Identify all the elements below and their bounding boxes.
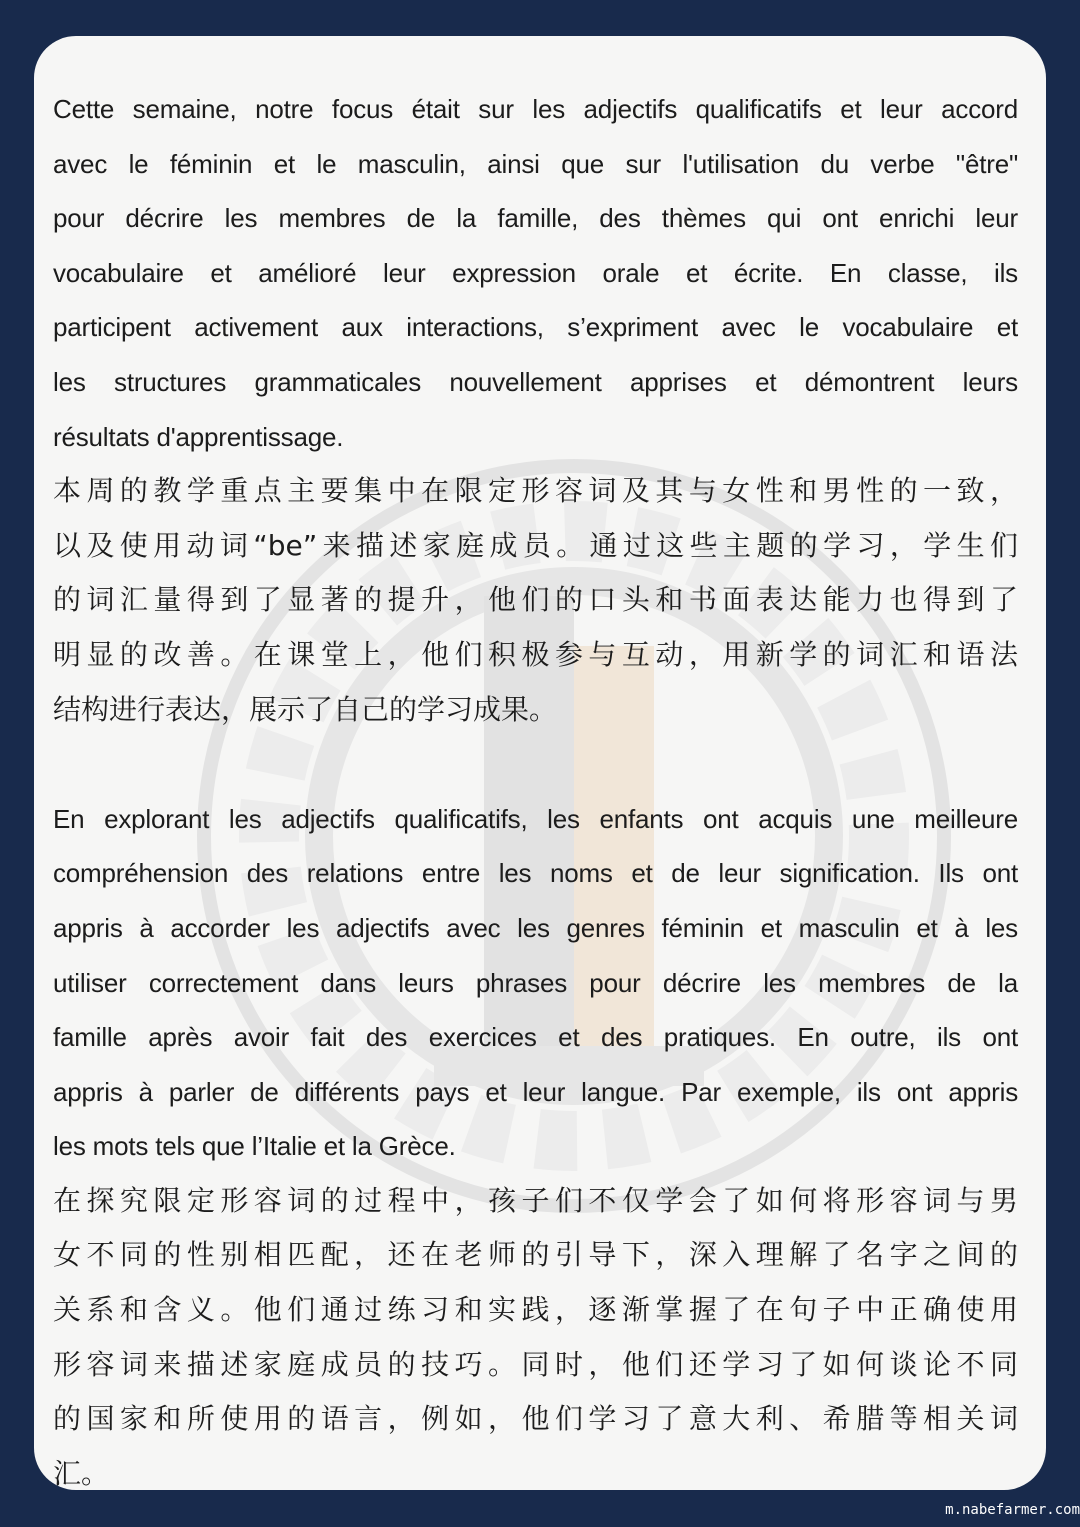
text-line: famille après avoir fait des exercices et des pratiques. En outre, ils ont: [53, 1022, 1018, 1053]
text-line: les structures grammaticales nouvellement apprises et démontrent leurs: [53, 366, 1018, 397]
text-line: 女不同的性别相匹配，还在老师的引导下，深入理解了名字之间的: [53, 1238, 1018, 1272]
text-line: 形容词来描述家庭成员的技巧。同时，他们还学习了如何谈论不同: [53, 1347, 1018, 1381]
text-line: En explorant les adjectifs qualificatifs, les enfants ont acquis une meilleure: [53, 803, 1018, 834]
text-line: utiliser correctement dans leurs phrases pour décrire les membres de la: [53, 967, 1018, 998]
text-line: 关系和含义。他们通过练习和实践，逐渐掌握了在句子中正确使用: [53, 1293, 1018, 1327]
text-line: avec le féminin et le masculin, ainsi que sur l'utilisation du verbe "être": [53, 148, 1018, 179]
text-line: 的词汇量得到了显著的提升，他们的口头和书面表达能力也得到了: [53, 583, 1018, 617]
paragraph-spacer: [53, 737, 1018, 792]
text-line: 本周的教学重点主要集中在限定形容词及其与女性和男性的一致，: [53, 474, 1018, 508]
text-line: appris à accorder les adjectifs avec les genres féminin et masculin et à les: [53, 912, 1018, 943]
text-line: 汇。: [53, 1456, 110, 1490]
text-line: résultats d'apprentissage.: [53, 421, 344, 452]
text-line: pour décrire les membres de la famille, des thèmes qui ont enrichi leur: [53, 203, 1018, 234]
text-line: appris à parler de différents pays et leur langue. Par exemple, ils ont appris: [53, 1076, 1018, 1107]
text-line: 明显的改善。在课堂上，他们积极参与互动，用新学的词汇和语法: [53, 637, 1018, 671]
text-line: participent activement aux interactions, s’expriment avec le vocabulaire et: [53, 312, 1018, 343]
document-text: [53, 82, 1018, 1490]
document-card: [34, 36, 1046, 1490]
text-line: 的国家和所使用的语言，例如，他们学习了意大利、希腊等相关词: [53, 1402, 1018, 1436]
paragraph-zh: [53, 464, 1018, 737]
text-line: Cette semaine, notre focus était sur les adjectifs qualificatifs et leur accord: [53, 94, 1018, 124]
paragraph-fr: [53, 792, 1018, 1174]
text-line: 以及使用动词“be”来描述家庭成员。通过这些主题的学习，学生们: [53, 528, 1018, 562]
text-line: 在探究限定形容词的过程中，孩子们不仅学会了如何将形容词与男: [53, 1183, 1018, 1217]
paragraph-zh: [53, 1174, 1018, 1490]
text-line: vocabulaire et amélioré leur expression orale et écrite. En classe, ils: [53, 257, 1018, 288]
text-line: les mots tels que l’Italie et la Grèce.: [53, 1131, 456, 1162]
paragraph-fr: [53, 82, 1018, 464]
text-line: compréhension des relations entre les noms et de leur signification. Ils ont: [53, 858, 1018, 889]
site-watermark: m.nabefarmer.com: [945, 1502, 1080, 1518]
text-line: 结构进行表达，展示了自己的学习成果。: [53, 692, 558, 726]
